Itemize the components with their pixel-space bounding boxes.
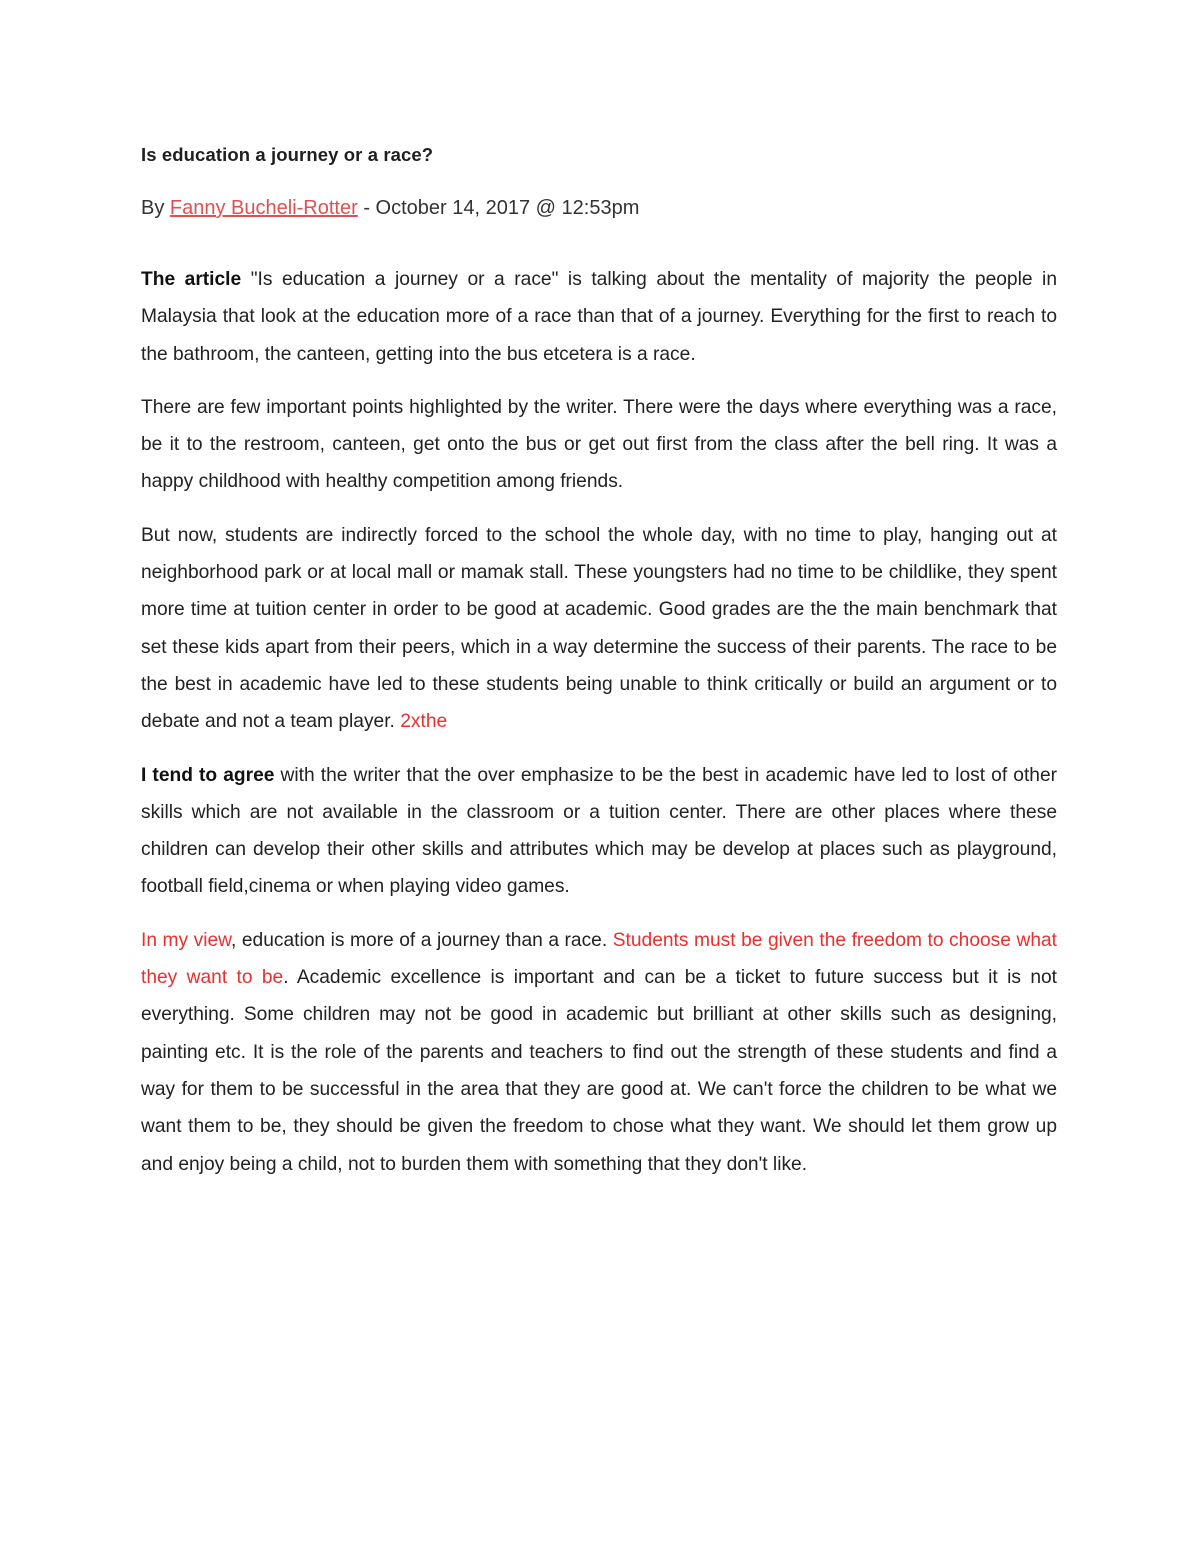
paragraph-4 (141, 757, 1057, 906)
paragraph-4-lead: I tend to agree (141, 764, 275, 786)
paragraph-5-text-1: , education is more of a journey than a race. (230, 929, 613, 951)
paragraph-5-text-2: . Academic excellence is important and can be a ticket to future success but it is not everything. Some children may not be good in academic but brilliant at other skills such as designing, painting etc. It is the role of the parents and teachers to find out the strength of these students and find a way for them to be successful in the area that they are good at. We can't force the children to be what we want them to be, they should be given the freedom to chose what they want. We should let them grow up and enjoy being a child, not to burden them with something that they don't like. (141, 967, 1057, 1175)
author-link[interactable]: Fanny Bucheli-Rotter (169, 197, 358, 219)
paragraph-4-text: with the writer that the over emphasize to be the best in academic have led to lost of other skills which are not available in the classroom or a tuition center. There are other places where these children can develop their other skills and attributes which may be develop at places such as playground, football field,cinema or when playing video games. (141, 764, 1058, 898)
document-title: Is education a journey or a race? (141, 144, 434, 165)
paragraph-5-lead: In my view (141, 929, 231, 951)
byline-prefix: By (141, 197, 170, 219)
paragraph-1-text: "Is education a journey or a race" is talking about the mentality of majority the people in Malaysia that look at the education more of a race than that of a journey. Everything for the first to reach to the bathroom, the canteen, getting into the bus etcetera is a race. (141, 269, 1057, 365)
paragraph-1 (141, 261, 1057, 373)
annotation-note: 2xthe (400, 711, 448, 733)
paragraph-5 (141, 922, 1057, 1183)
paragraph-3 (141, 517, 1057, 741)
paragraph-1-lead: The article (141, 269, 242, 290)
byline (141, 193, 1057, 223)
paragraph-2-text: There are few important points highlighted by the writer. There were the days where everything was a race, be it to the restroom, canteen, get onto the bus or get out first from the class after the bell ring. It was a happy childhood with healthy competition among friends. (141, 396, 1057, 493)
byline-date: - October 14, 2017 @ 12:53pm (357, 197, 640, 219)
paragraph-5-highlight: Students must be given the freedom to choose what they want to be (141, 929, 1057, 989)
paragraph-3-text: But now, students are indirectly forced to the school the whole day, with no time to play, hanging out at neighborhood park or at local mall or mamak stall. These youngsters had no time to be childlike, they spent more time at tuition center in order to be good at academic. Good grades are the the main benchmark that set these kids apart from their peers, which in a way determine the success of their parents. The race to be the best in academic have led to these students being unable to think critically or build an argument or to debate and not a team player. (141, 524, 1057, 733)
paragraph-2 (141, 389, 1057, 501)
document-page (141, 140, 1057, 1199)
